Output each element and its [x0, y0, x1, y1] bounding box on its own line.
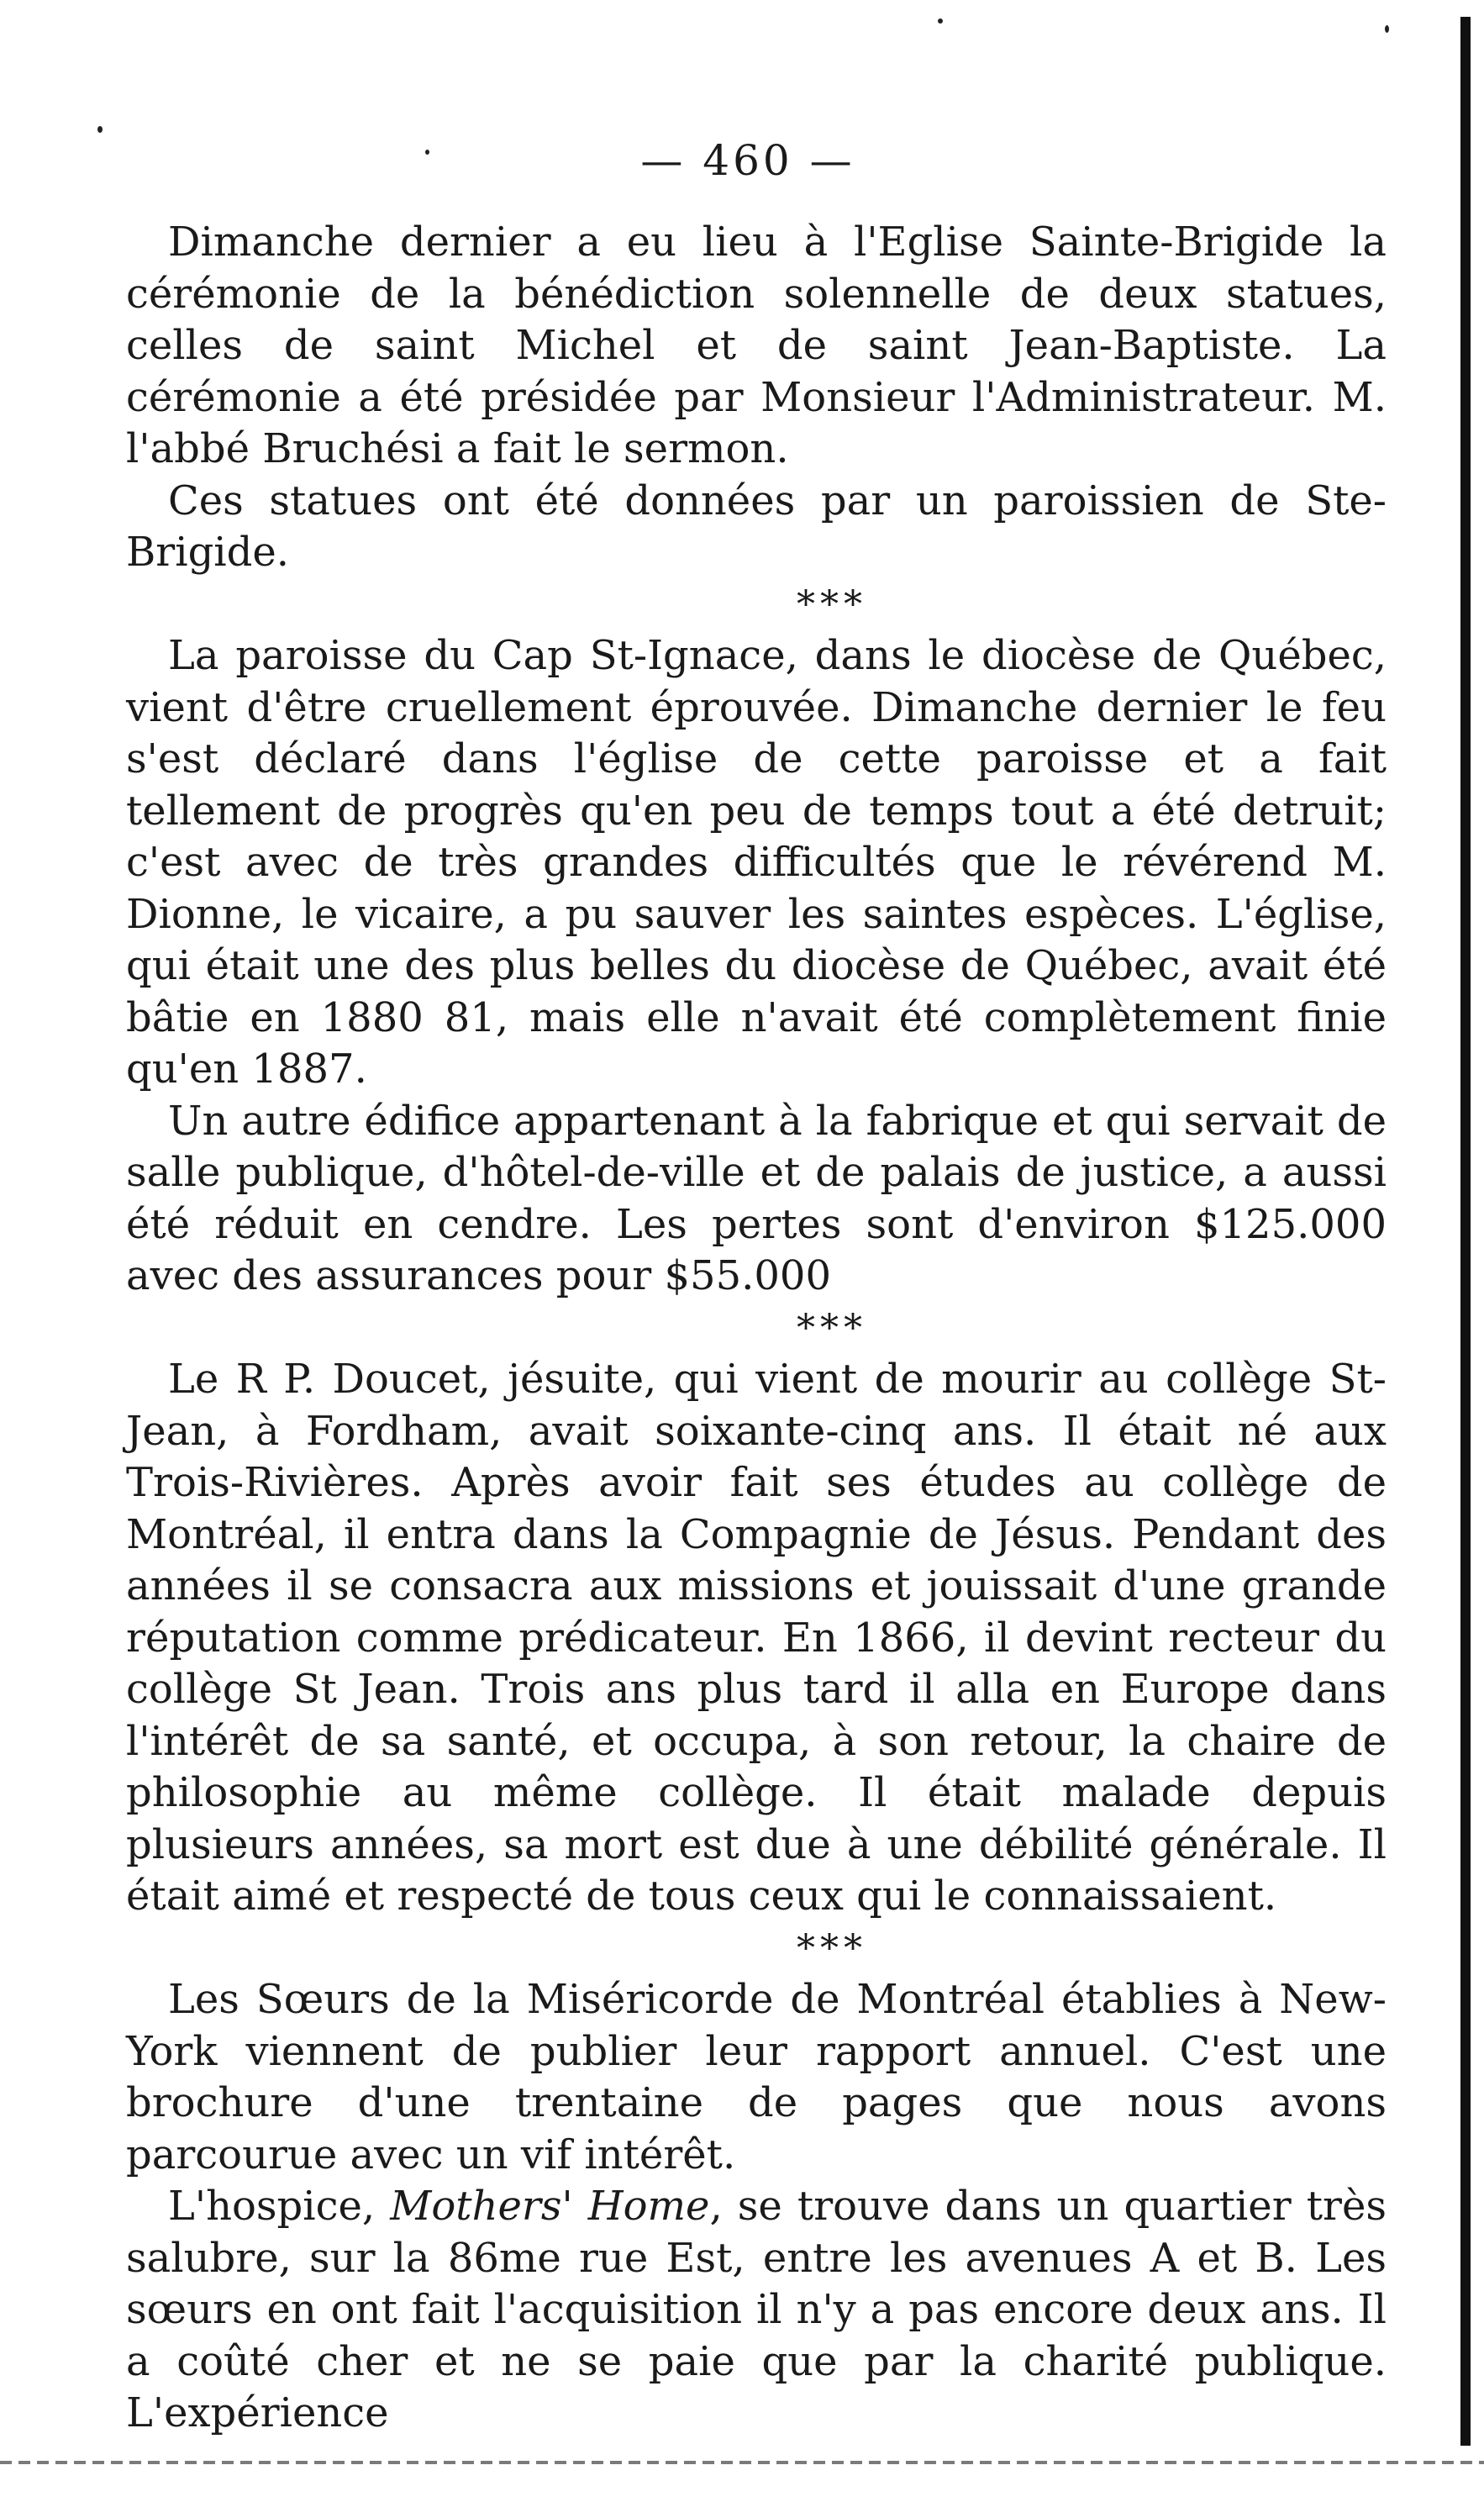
paragraph: Dimanche dernier a eu lieu à l'Eglise Sainte-Brigide la cérémonie de la bénédiction solennelle de deux statues, celles de saint Michel et de saint Jean-Baptiste. La cérémonie a été présidée par Monsieur l'Administrateur. M. l'abbé Bruchési a fait le sermon.: [126, 219, 1387, 472]
section-separator: ***: [797, 1306, 867, 1350]
page-text: [126, 217, 1387, 2440]
scan-speck: [97, 126, 103, 133]
paragraph: Un autre édifice appartenant à la fabrique et qui servait de salle publique, d'hôtel-de-ville et de palais de justice, a aussi été réduit en cendre. Les pertes sont d'environ $125.000 avec des assurances pour $55.000: [126, 1097, 1387, 1299]
paragraph: Le R P. Doucet, jésuite, qui vient de mourir au collège St-Jean, à Fordham, avait soixante-cinq ans. Il était né aux Trois-Rivières. Après avoir fait ses études au collège de Montréal, il entra dans la Compagnie de Jésus. Pendant des années il se consacra aux missions et jouissait d'une grande réputation comme prédicateur. En 1866, il devint recteur du collège St Jean. Trois ans plus tard il alla en Europe dans l'intérêt de sa santé, et occupa, à son retour, la chaire de philosophie au même collège. Il était malade depuis plusieurs années, sa mort est due à une débilité générale. Il était aimé et respecté de tous ceux qui le connaissaient.: [126, 1356, 1387, 1920]
hospice-lead: L'hospice,: [168, 2183, 391, 2230]
paragraph-hospice: [126, 2181, 1387, 2440]
news-item-soeurs-misericorde: [126, 1974, 1387, 2440]
page-edge-shadow: [1460, 17, 1471, 2446]
page-bottom-edge: [0, 2461, 1484, 2464]
page-number: — 460 —: [640, 136, 855, 185]
paragraph: La paroisse du Cap St-Ignace, dans le diocèse de Québec, vient d'être cruellement éprouvée. Dimanche dernier le feu s'est déclaré dans l'église de cette paroisse et a fait tellement de progrès qu'en peu de temps tout a été detruit; c'est avec de très grandes difficultés que le révérend M. Dionne, le vicaire, a pu sauver les saintes espèces. L'église, qui était une des plus belles du diocèse de Québec, avait été bâtie en 1880 81, mais elle n'avait été complètement finie qu'en 1887.: [126, 632, 1387, 1093]
news-item-statues: [126, 217, 1387, 579]
scan-speck: [1385, 25, 1389, 33]
scan-speck: [425, 150, 429, 155]
hospice-name: Mothers' Home: [390, 2183, 710, 2230]
section-separator: ***: [797, 1926, 867, 1970]
section-separator: ***: [797, 582, 867, 626]
news-item-cap-st-ignace: [126, 630, 1387, 1303]
news-item-doucet: [126, 1354, 1387, 1923]
hospice-rest: , se trouve dans un quartier très salubre, sur la 86me rue Est, entre les avenues A et B. Les sœurs en ont fait l'acquisition il n'y a pas encore deux ans. Il a coûté cher et ne se paie que par la charité publique. L'expérience: [126, 2183, 1387, 2436]
paragraph: Ces statues ont été données par un paroissien de Ste-Brigide.: [126, 477, 1387, 576]
scan-speck: [938, 18, 943, 24]
paragraph: Les Sœurs de la Miséricorde de Montréal établies à New-York viennent de publier leur rapport annuel. C'est une brochure d'une trentaine de pages que nous avons parcourue avec un vif intérêt.: [126, 1976, 1387, 2178]
